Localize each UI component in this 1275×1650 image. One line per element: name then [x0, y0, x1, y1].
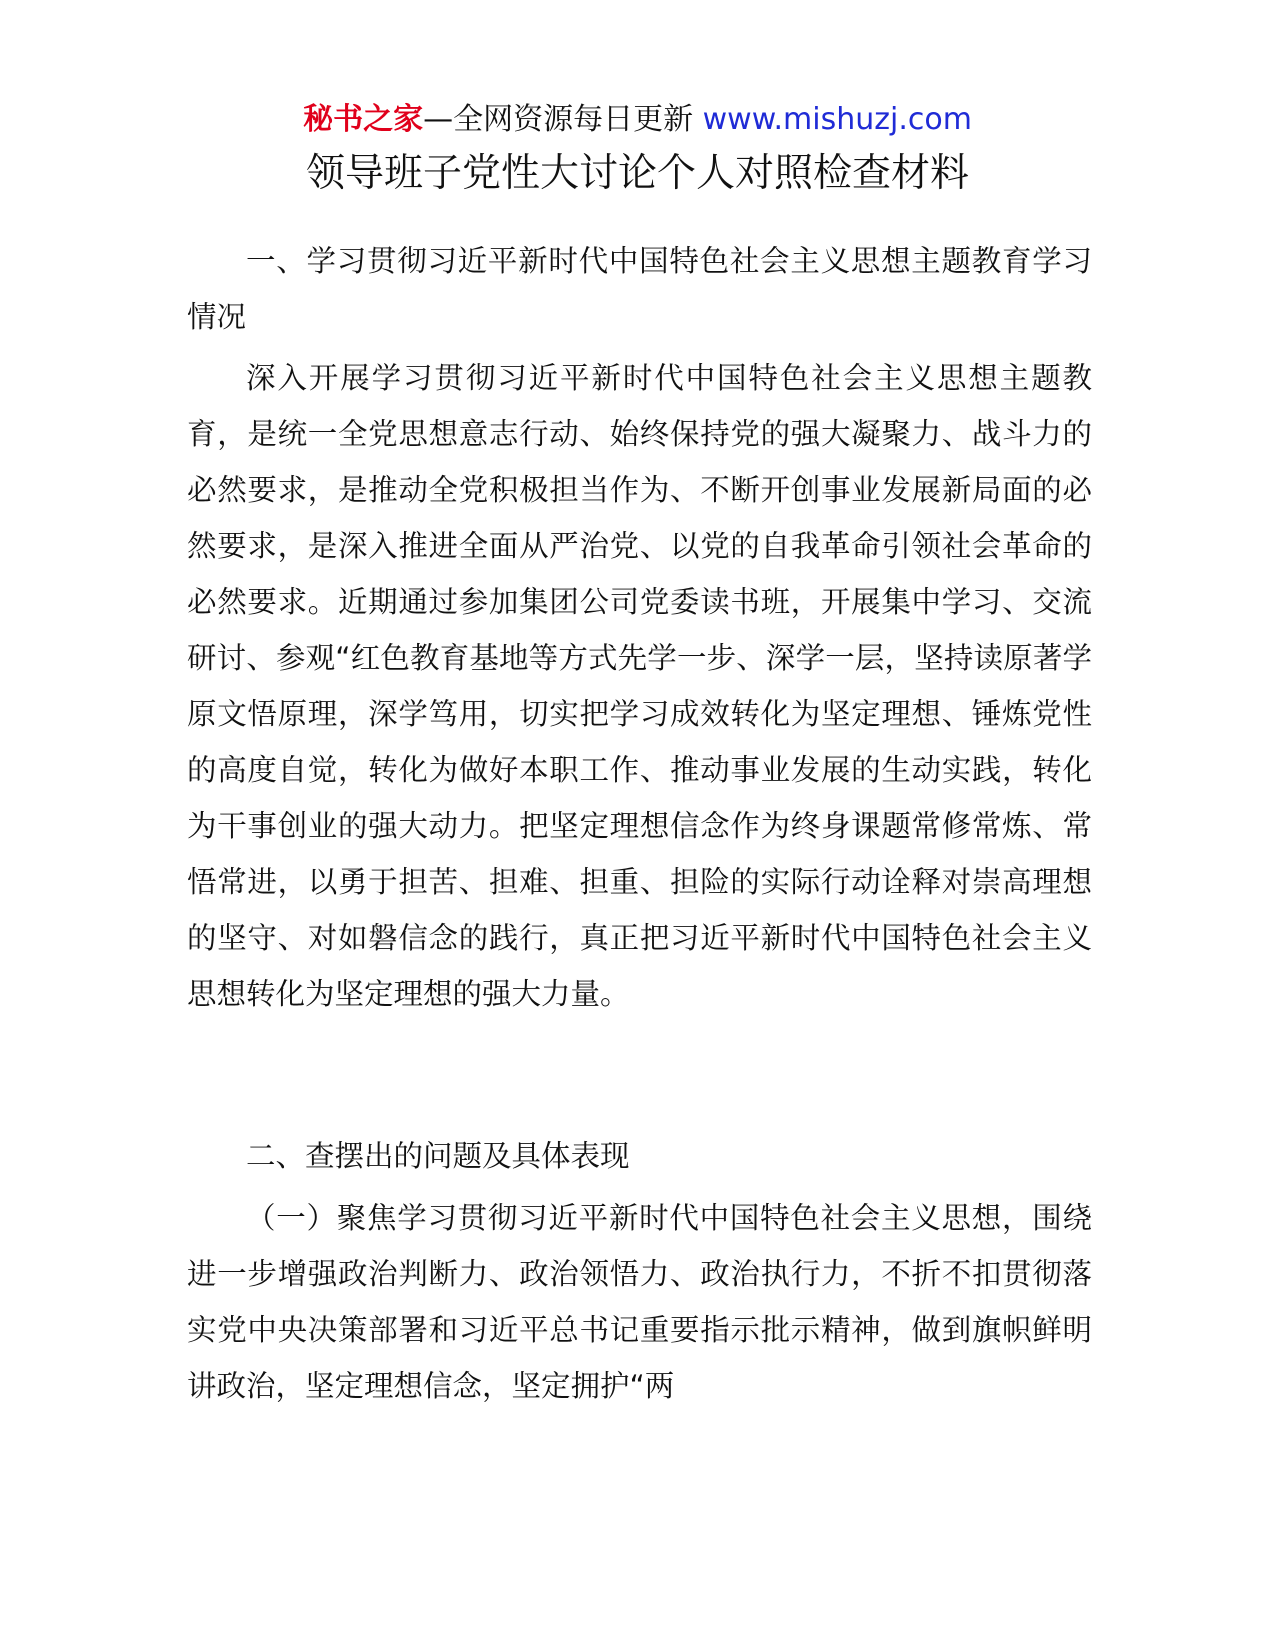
section-2-paragraph: （一）聚焦学习贯彻习近平新时代中国特色社会主义思想，围绕进一步增强政治判断力、政治领悟力、政治执行力，不折不扣贯彻落实党中央决策部署和习近平总书记重要指示批示精神，做到旗帜鲜明讲政治，坚定理想信念，坚定拥护“两 [187, 1201, 1092, 1403]
site-url-link[interactable]: www.mishuzj.com [702, 102, 972, 137]
section-1-heading: 一、学习贯彻习近平新时代中国特色社会主义思想主题教育学习情况 [187, 244, 1092, 334]
site-header [0, 100, 1275, 140]
section-2-heading: 二、查摆出的问题及具体表现 [246, 1139, 630, 1173]
site-tagline: —全网资源每日更新 [423, 102, 703, 137]
site-brand-name: 秘书之家 [303, 102, 424, 137]
document-title: 领导班子党性大讨论个人对照检查材料 [305, 151, 969, 196]
section-1-paragraph: 深入开展学习贯彻习近平新时代中国特色社会主义思想主题教育，是统一全党思想意志行动、始终保持党的强大凝聚力、战斗力的必然要求，是推动全党积极担当作为、不断开创事业发展新局面的必然要求，是深入推进全面从严治党、以党的自我革命引领社会革命的必然要求。近期通过参加集团公司党委读书班，开展集中学习、交流研讨、参观“红色教育基地等方式先学一步、深学一层，坚持读原著学原文悟原理，深学笃用，切实把学习成效转化为坚定理想、锤炼党性的高度自觉，转化为做好本职工作、推动事业发展的生动实践，转化为干事创业的强大动力。把坚定理想信念作为终身课题常修常炼、常悟常进，以勇于担苦、担难、担重、担险的实际行动诠释对崇高理想的坚守、对如磐信念的践行，真正把习近平新时代中国特色社会主义思想转化为坚定理想的强大力量。 [187, 361, 1092, 1011]
